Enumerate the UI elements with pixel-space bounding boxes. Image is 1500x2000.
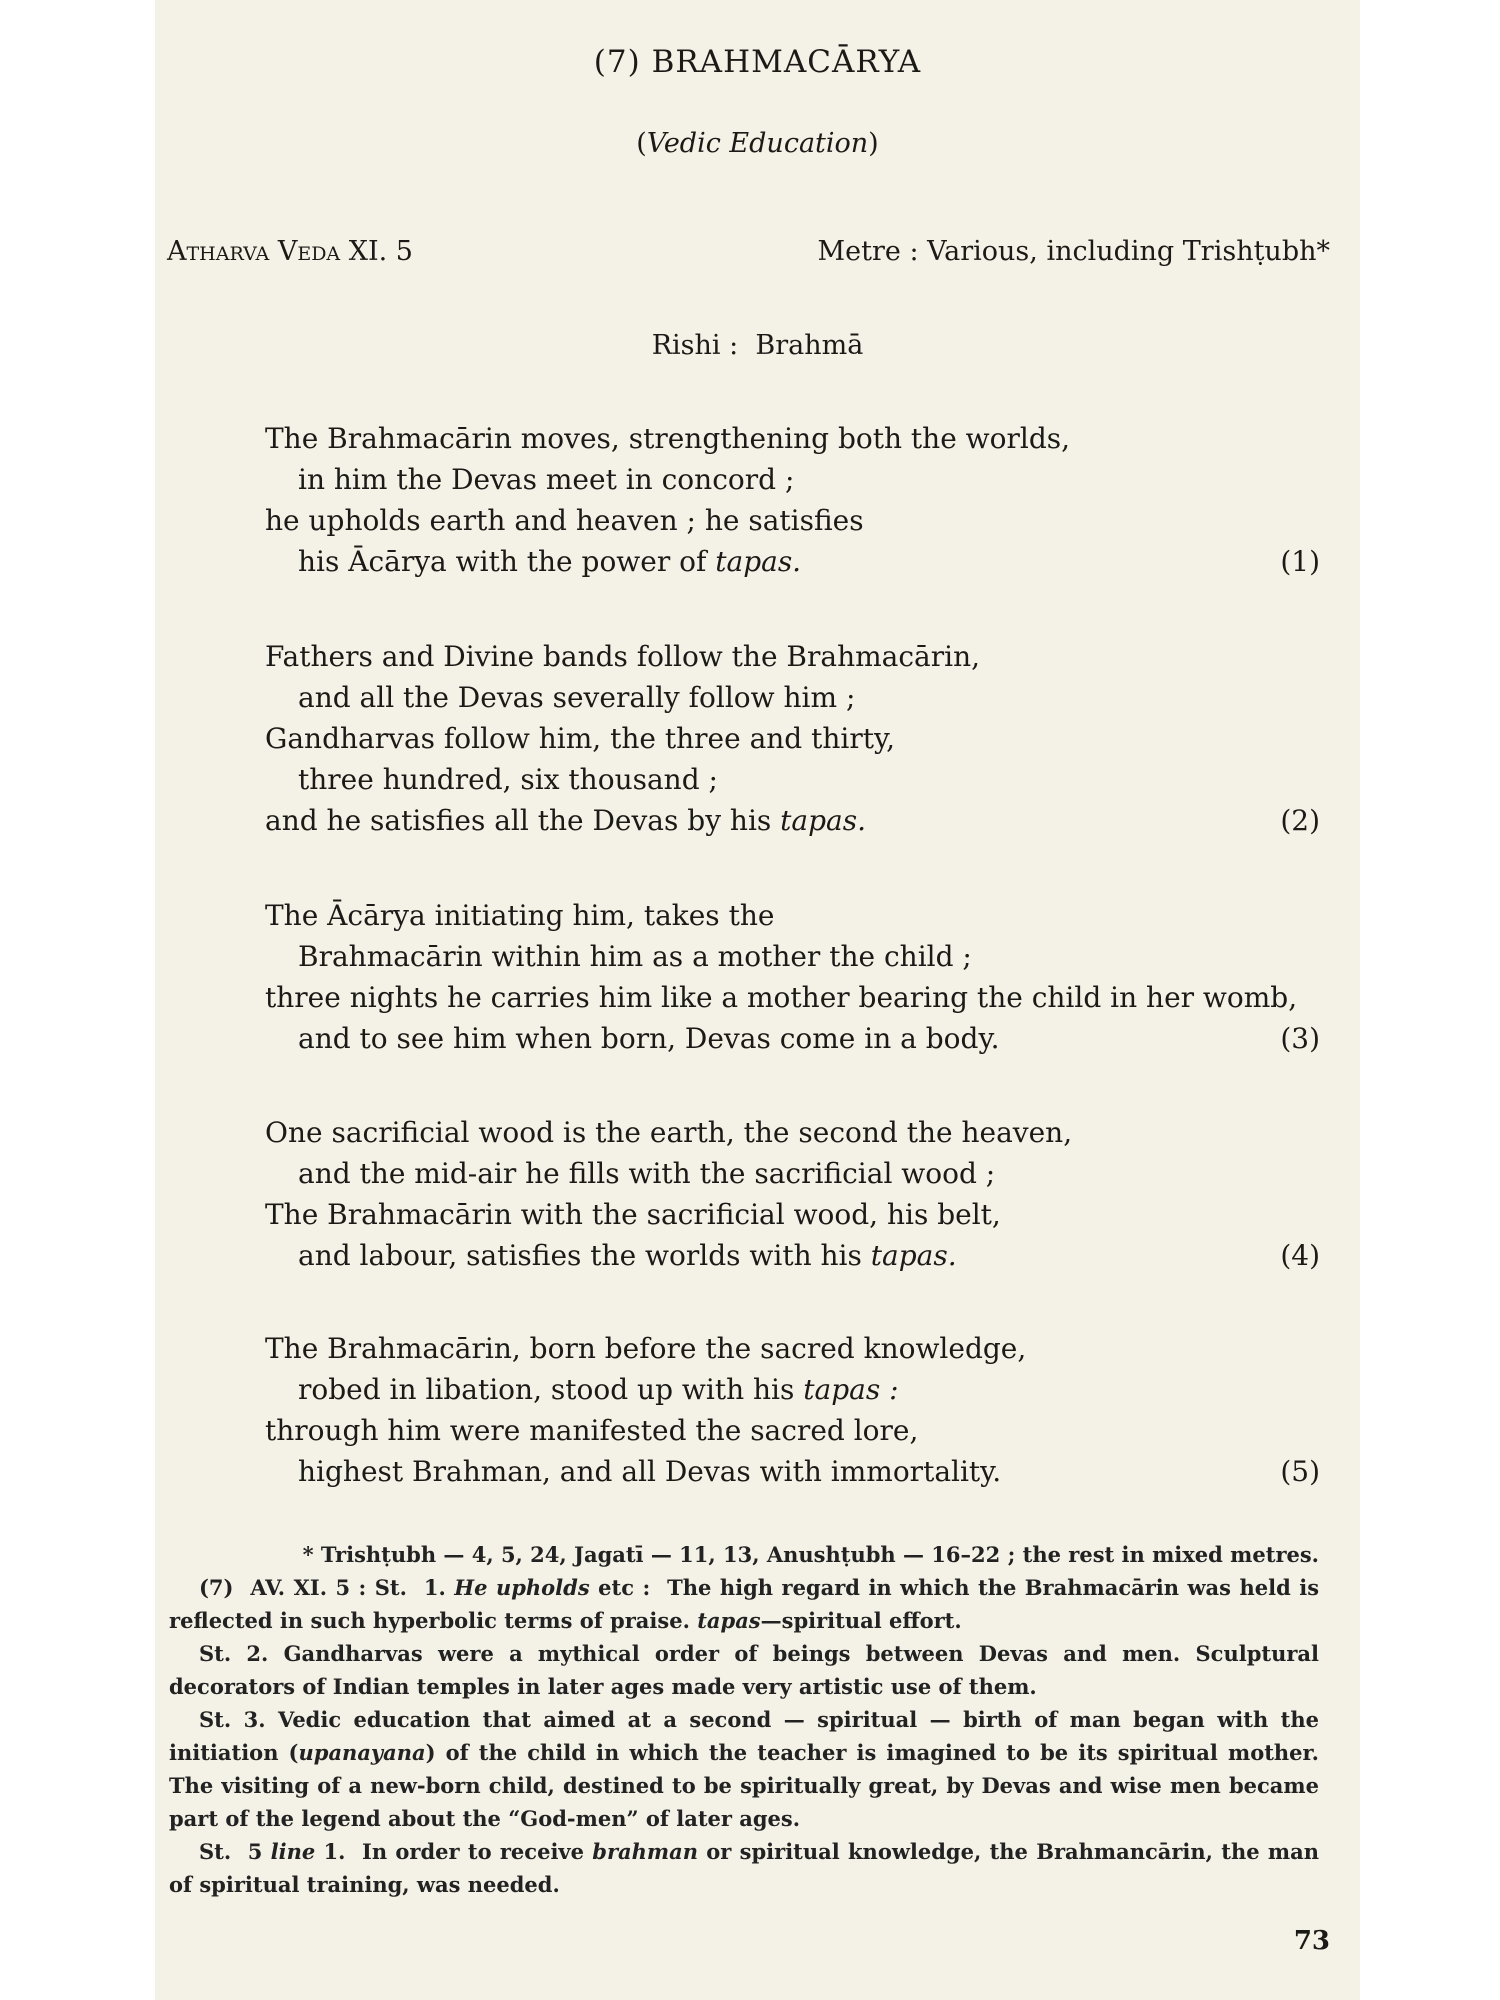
chapter-title: (7) BRAHMACĀRYA <box>593 44 922 80</box>
rishi-info: Rishi : Brahmā <box>651 330 864 361</box>
verse-line: The Ācārya initiating him, takes the <box>265 899 775 932</box>
verse-text: highest Brahman, and all Devas with immortality. <box>298 1455 1002 1488</box>
verse-line: in him the Devas meet in concord ; <box>298 463 795 496</box>
metre-info: Metre : Various, including Trishṭubh* <box>817 236 1330 267</box>
note-text: St. 5 <box>199 1839 271 1864</box>
stanza-number: (1) <box>1280 545 1320 578</box>
verse-line <box>265 1235 1320 1276</box>
footnote-stanza-1 <box>169 1571 1327 1637</box>
source-reference <box>167 236 413 267</box>
footnotes <box>169 1538 1327 1901</box>
stanza-number: (4) <box>1280 1239 1320 1272</box>
verse-italic: tapas. <box>780 804 867 837</box>
page-number: 73 <box>1293 1926 1330 1956</box>
verse-text: his Ācārya with the power of <box>298 545 716 578</box>
stanza-5 <box>265 1328 1320 1492</box>
verse-line: Fathers and Divine bands follow the Brahmacārin, <box>265 640 980 673</box>
verse-italic: tapas. <box>715 545 802 578</box>
verse-italic: tapas. <box>870 1239 957 1272</box>
verse-line: The Brahmacārin, born before the sacred knowledge, <box>265 1332 1027 1365</box>
footnote-stanza-5 <box>169 1835 1319 1901</box>
note-text: —spiritual effort. <box>760 1608 962 1633</box>
stanza-number: (3) <box>1280 1022 1320 1055</box>
stanza-number: (2) <box>1280 804 1320 837</box>
note-text: etc : The high regard in which the Brahmacārin was held is reflected in such hyperbolic terms of praise. <box>169 1575 1327 1633</box>
verse-line: three hundred, six thousand ; <box>298 763 718 796</box>
footnote-stanza-3 <box>169 1703 1319 1835</box>
verse-line: The Brahmacārin moves, strengthening both the worlds, <box>265 422 1071 455</box>
note-italic: brahman <box>592 1839 698 1864</box>
stanza-1 <box>265 418 1320 582</box>
verse-line <box>265 800 1320 841</box>
note-text: St. 3. Vedic education that aimed at a second — spiritual — birth of man began with the initiation ( <box>169 1707 1319 1765</box>
note-text: 1. In order to receive <box>315 1839 593 1864</box>
verse-text: and to see him when born, Devas come in a body. <box>298 1022 1000 1055</box>
book-page <box>155 0 1360 2000</box>
stanza-2 <box>265 636 1320 841</box>
stanza-number: (5) <box>1280 1455 1320 1488</box>
subtitle-text: Vedic Education <box>646 128 869 159</box>
verse-text: and labour, satisfies the worlds with his <box>298 1239 871 1272</box>
verse-text: and he satisfies all the Devas by his <box>265 804 781 837</box>
note-text: ) of the child in which the teacher is imagined to be its spiritual mother. The visiting of a new-born child, destined to be spiritually great, by Devas and wise men became part of the legend about the “God-men” of later ages. <box>169 1740 1319 1831</box>
verse-line <box>265 1018 1320 1059</box>
source-ref: XI. 5 <box>348 236 413 267</box>
verse-line <box>265 1369 1320 1410</box>
verse-line <box>265 1451 1320 1492</box>
verse-line: Gandharvas follow him, the three and thirty, <box>265 722 895 755</box>
metre-footnote: * Trishṭubh — 4, 5, 24, Jagatī — 11, 13, Anushṭubh — 16–22 ; the rest in mixed metres. <box>302 1542 1319 1567</box>
verse-italic: tapas : <box>803 1373 899 1406</box>
stanza-4 <box>265 1112 1320 1276</box>
verse-line: through him were manifested the sacred lore, <box>265 1414 919 1447</box>
verse-line: he upholds earth and heaven ; he satisfies <box>265 504 864 537</box>
verse-text: robed in libation, stood up with his <box>298 1373 804 1406</box>
note-text: or spiritual knowledge, the Brahmancārin, the man of spiritual training, was needed. <box>169 1839 1319 1897</box>
verse-line: and all the Devas severally follow him ; <box>298 681 856 714</box>
verse-line: The Brahmacārin with the sacrificial wood, his belt, <box>265 1198 1001 1231</box>
footnote-stanza-2: St. 2. Gandharvas were a mythical order of beings between Devas and men. Sculptural decorators of Indian temples in later ages made very artistic use of them. <box>169 1641 1319 1699</box>
stanza-3 <box>265 895 1320 1059</box>
source-name: Atharva Veda <box>167 236 341 267</box>
verse-line: and the mid-air he fills with the sacrificial wood ; <box>298 1157 996 1190</box>
verse-line <box>265 541 1320 582</box>
verse-line: three nights he carries him like a mother bearing the child in her womb, <box>265 981 1298 1014</box>
note-italic: tapas <box>697 1608 761 1633</box>
verse-line: Brahmacārin within him as a mother the child ; <box>298 940 972 973</box>
note-text: (7) AV. XI. 5 : St. 1. <box>199 1575 455 1600</box>
note-italic: upanayana <box>298 1740 426 1765</box>
note-italic: He upholds <box>454 1575 590 1600</box>
chapter-subtitle: (Vedic Education) <box>636 128 879 159</box>
verse-line: One sacrificial wood is the earth, the second the heaven, <box>265 1116 1073 1149</box>
note-italic: line <box>270 1839 316 1864</box>
